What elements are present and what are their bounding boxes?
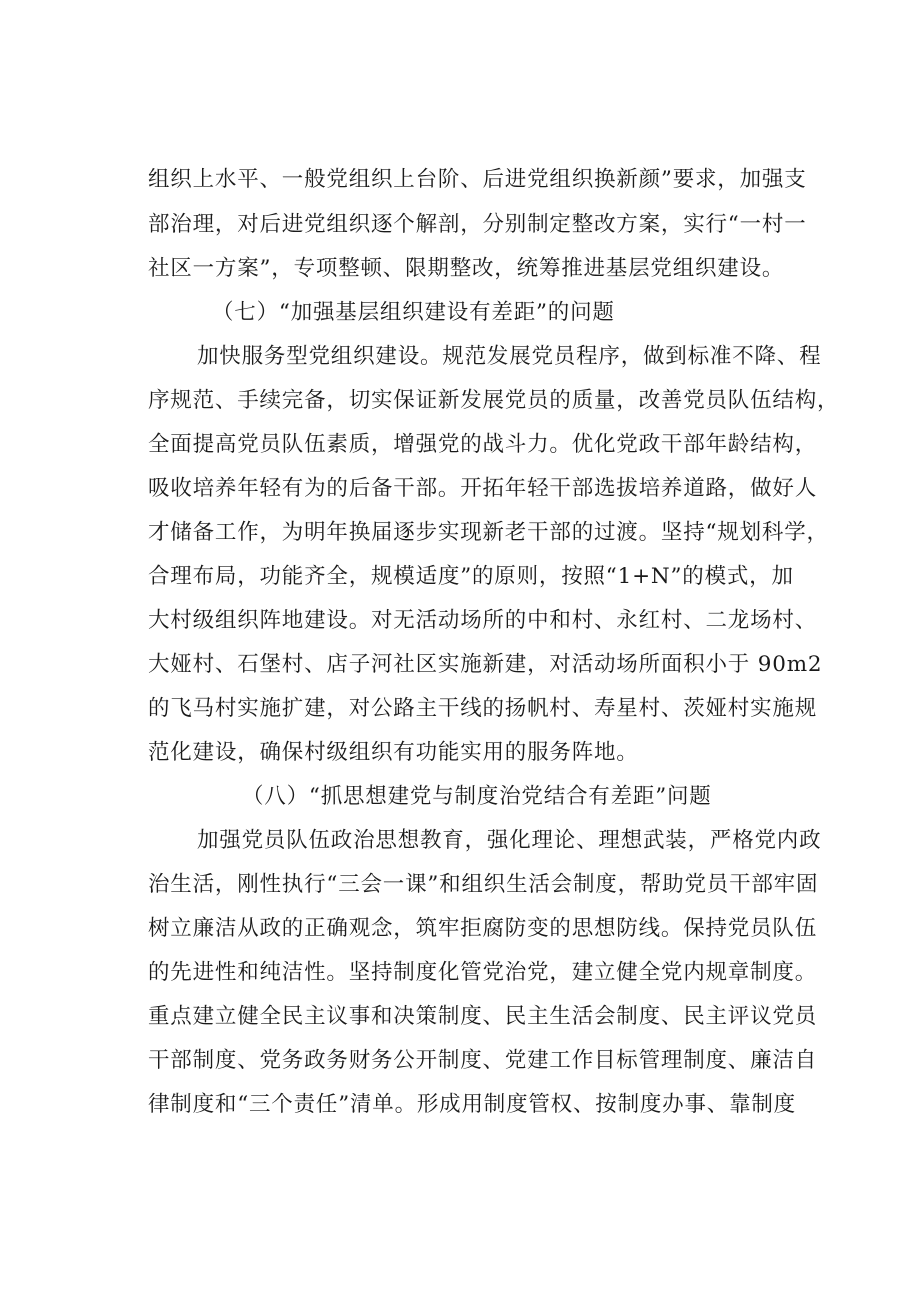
body-line: 大村级组织阵地建设。对无活动场所的中和村、永红村、二龙场村、 bbox=[148, 608, 818, 633]
section-heading-seven: （七）“加强基层组织建设有差距”的问题 bbox=[212, 300, 615, 325]
body-line: 序规范、手续完备，切实保证新发展党员的质量，改善党员队伍结构， bbox=[148, 388, 840, 413]
body-line: 全面提高党员队伍素质，增强党的战斗力。优化党政干部年龄结构， bbox=[148, 432, 818, 457]
body-line: 组织上水平、一般党组织上台阶、后进党组织换新颜”要求，加强支 bbox=[148, 167, 807, 192]
body-line: 部治理，对后进党组织逐个解剖，分别制定整改方案，实行“一村一 bbox=[148, 212, 807, 237]
body-line: 律制度和“三个责任”清单。形成用制度管权、按制度办事、靠制度 bbox=[148, 1092, 796, 1117]
body-line: 大娅村、石堡村、店子河社区实施新建，对活动场所面积小于 90m2 bbox=[148, 652, 823, 677]
body-line: 的先进性和纯洁性。坚持制度化管党治党，建立健全党内规章制度。 bbox=[148, 960, 818, 985]
body-line: 树立廉洁从政的正确观念，筑牢拒腐防变的思想防线。保持党员队伍 bbox=[148, 916, 818, 941]
body-line: 吸收培养年轻有为的后备干部。开拓年轻干部选拔培养道路，做好人 bbox=[148, 476, 818, 501]
body-line: 重点建立健全民主议事和决策制度、民主生活会制度、民主评议党员 bbox=[148, 1004, 818, 1029]
body-line: 的飞马村实施扩建，对公路主干线的扬帆村、寿星村、茨娅村实施规 bbox=[148, 696, 818, 721]
body-line: 干部制度、党务政务财务公开制度、党建工作目标管理制度、廉洁自 bbox=[148, 1048, 818, 1073]
paragraph-first-line: 加强党员队伍政治思想教育，强化理论、理想武装，严格党内政 bbox=[197, 828, 822, 853]
body-line: 社区一方案”，专项整顿、限期整改，统筹推进基层党组织建设。 bbox=[148, 256, 785, 281]
section-heading-eight: （八）“抓思想建党与制度治党结合有差距”问题 bbox=[242, 784, 712, 809]
body-line: 范化建设，确保村级组织有功能实用的服务阵地。 bbox=[148, 740, 639, 765]
body-line: 合理布局，功能齐全，规模适度”的原则，按照“1+N”的模式，加 bbox=[148, 564, 794, 589]
body-line: 治生活，刚性执行“三会一课”和组织生活会制度，帮助党员干部牢固 bbox=[148, 872, 819, 897]
paragraph-first-line: 加快服务型党组织建设。规范发展党员程序，做到标准不降、程 bbox=[197, 344, 822, 369]
body-line: 才储备工作，为明年换届逐步实现新老干部的过渡。坚持“规划科学， bbox=[148, 520, 829, 545]
